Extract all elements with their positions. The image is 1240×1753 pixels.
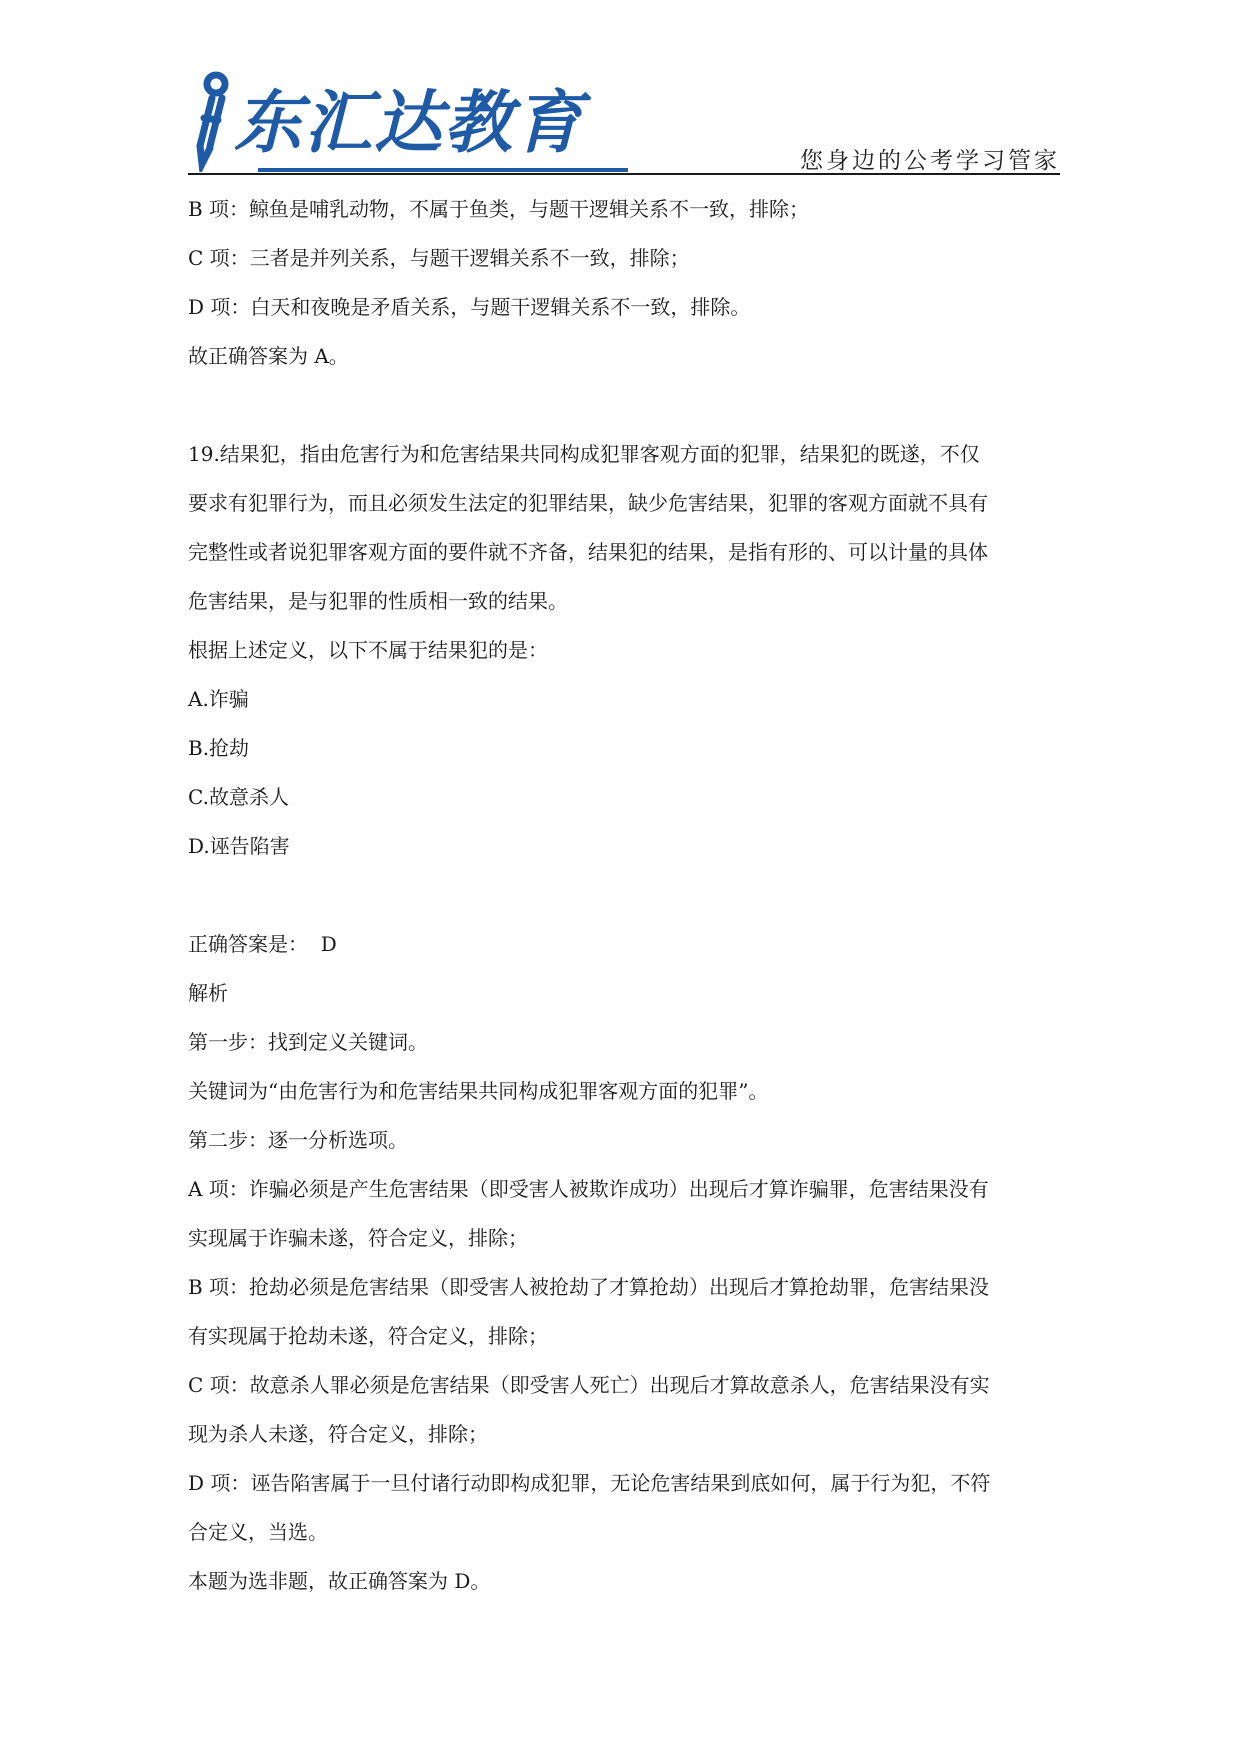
analysis-line: 第一步：找到定义关键词。 [188, 1030, 428, 1054]
option-a: A.诈骗 [188, 687, 249, 711]
question-stem-line: 要求有犯罪行为，而且必须发生法定的犯罪结果，缺少危害结果，犯罪的客观方面就不具有 [188, 491, 988, 515]
analysis-line: 第二步：逐一分析选项。 [188, 1128, 408, 1152]
question-stem-line: 完整性或者说犯罪客观方面的要件就不齐备，结果犯的结果，是指有形的、可以计量的具体 [188, 540, 988, 564]
prev-analysis-line: C 项：三者是并列关系，与题干逻辑关系不一致，排除； [188, 246, 690, 270]
option-d: D.诬告陷害 [188, 834, 290, 858]
page-header [188, 60, 1060, 178]
analysis-line: B 项：抢劫必须是危害结果（即受害人被抢劫了才算抢劫）出现后才算抢劫罪，危害结果没 [188, 1275, 990, 1299]
analysis-line: D 项：诬告陷害属于一旦付诸行动即构成犯罪，无论危害结果到底如何，属于行为犯，不符 [188, 1471, 991, 1495]
brand-underline [258, 168, 628, 172]
option-c: C.故意杀人 [188, 785, 289, 809]
spacer [188, 381, 1060, 430]
analysis-line: 关键词为“由危害行为和危害结果共同构成犯罪客观方面的犯罪”。 [188, 1079, 769, 1103]
analysis-title: 解析 [188, 981, 228, 1005]
pen-icon [200, 75, 225, 164]
correct-answer: 正确答案是： D [188, 932, 337, 956]
analysis-line: 有实现属于抢劫未遂，符合定义，排除； [188, 1324, 548, 1348]
brand-name-text: 东汇达教育 [234, 84, 585, 163]
header-tagline: 您身边的公考学习管家 [800, 148, 1060, 174]
final-answer-line: 本题为选非题，故正确答案为 D。 [188, 1569, 491, 1593]
option-b: B.抢劫 [188, 736, 250, 760]
question-stem-line: 19.结果犯，指由危害行为和危害结果共同构成犯罪客观方面的犯罪，结果犯的既遂，不仅 [188, 442, 980, 466]
analysis-line: 合定义，当选。 [188, 1520, 328, 1544]
analysis-line: A 项：诈骗必须是产生危害结果（即受害人被欺诈成功）出现后才算诈骗罪，危害结果没有 [188, 1177, 989, 1201]
prev-analysis-line: B 项：鲸鱼是哺乳动物，不属于鱼类，与题干逻辑关系不一致，排除； [188, 197, 810, 221]
analysis-line: 现为杀人未遂，符合定义，排除； [188, 1422, 488, 1446]
question-prompt: 根据上述定义，以下不属于结果犯的是： [188, 638, 548, 662]
brand-logo [188, 68, 628, 172]
spacer [188, 871, 1060, 920]
document-body [188, 185, 1060, 1606]
prev-answer-line: 故正确答案为 A。 [188, 344, 349, 368]
question-stem-line: 危害结果，是与犯罪的性质相一致的结果。 [188, 589, 568, 613]
prev-analysis-line: D 项：白天和夜晚是矛盾关系，与题干逻辑关系不一致，排除。 [188, 295, 751, 319]
analysis-line: 实现属于诈骗未遂，符合定义，排除； [188, 1226, 528, 1250]
analysis-line: C 项：故意杀人罪必须是危害结果（即受害人死亡）出现后才算故意杀人，危害结果没有实 [188, 1373, 990, 1397]
